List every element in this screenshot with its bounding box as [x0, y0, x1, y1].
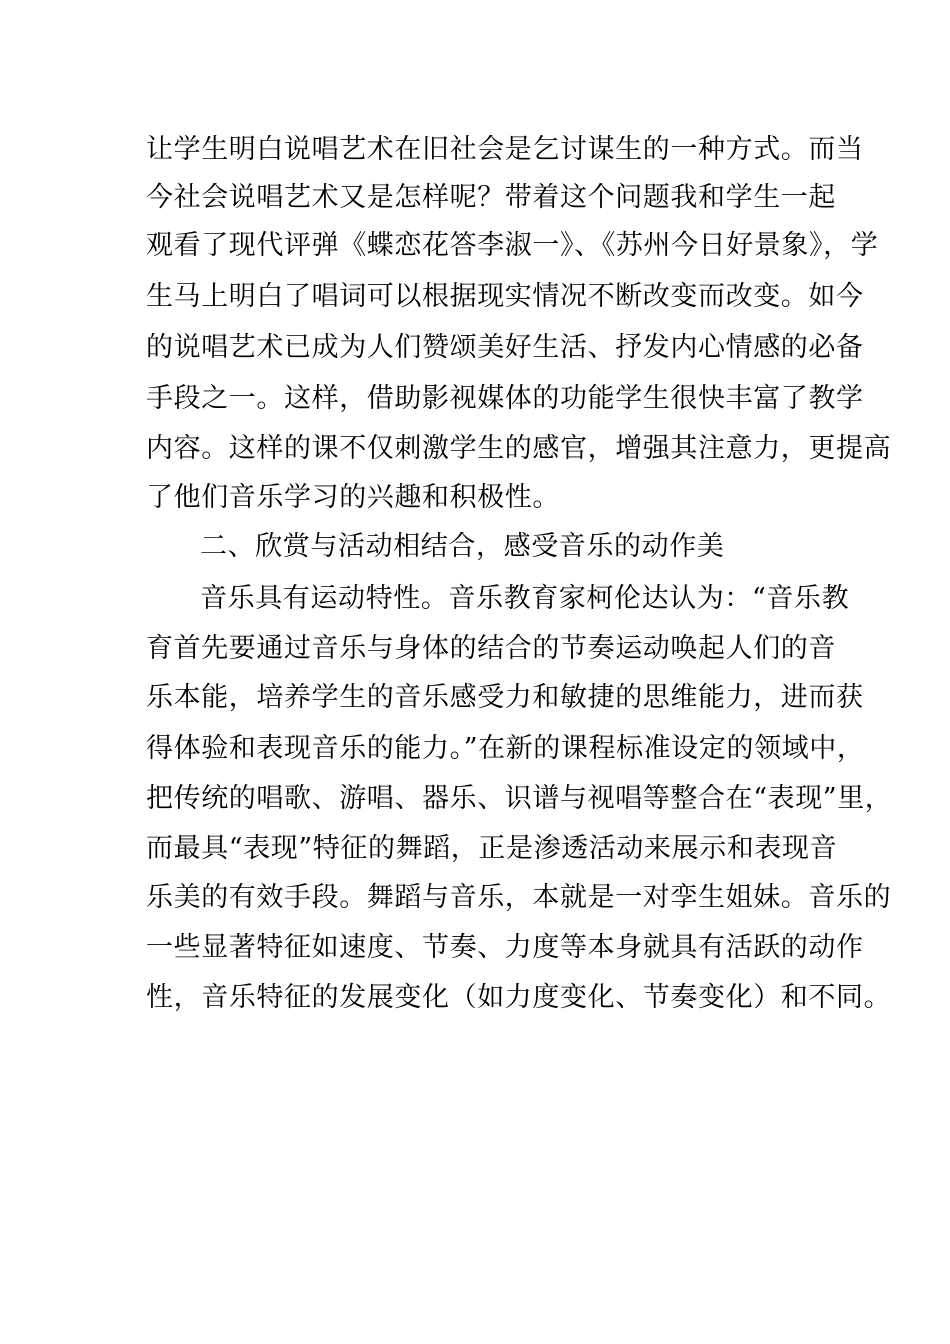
paragraph-line: 让学生明白说唱艺术在旧社会是乞讨谋生的一种方式。而当	[146, 134, 864, 165]
paragraph-line: 今社会说唱艺术又是怎样呢？带着这个问题我和学生一起	[146, 182, 836, 213]
paragraph-line: 观看了现代评弹《蝶恋花答李淑一》、《苏州今日好景象》，学	[146, 230, 879, 261]
paragraph-line: 得体验和表现音乐的能力。”在新的课程标准设定的领域中，	[146, 733, 865, 764]
paragraph-line: 手段之一。这样，借助影视媒体的功能学生很快丰富了教学	[146, 383, 864, 414]
paragraph-line: 性，音乐特征的发展变化（如力度变化、节奏变化）和不同。	[146, 982, 892, 1013]
paragraph-line: 一些显著特征如速度、节奏、力度等本身就具有活跃的动作	[146, 932, 864, 963]
paragraph-line: 把传统的唱歌、游唱、器乐、识谱与视唱等整合在“表现”里，	[146, 783, 893, 814]
paragraph-line: 育首先要通过音乐与身体的结合的节奏运动唤起人们的音	[146, 633, 836, 664]
paragraph-line: 的说唱艺术已成为人们赞颂美好生活、抒发内心情感的必备	[146, 332, 864, 363]
paragraph-line: 了他们音乐学习的兴趣和积极性。	[146, 482, 560, 513]
paragraph-line: 生马上明白了唱词可以根据现实情况不断改变而改变。如今	[146, 281, 864, 312]
section-heading: 二、欣赏与活动相结合，感受音乐的动作美	[200, 531, 725, 562]
paragraph-line: 乐本能，培养学生的音乐感受力和敏捷的思维能力，进而获	[146, 682, 864, 713]
paragraph-line: 音乐具有运动特性。音乐教育家柯伦达认为：“音乐教	[200, 583, 850, 614]
paragraph-line: 而最具“表现”特征的舞蹈，正是渗透活动来展示和表现音	[146, 833, 838, 864]
paragraph-line: 乐美的有效手段。舞蹈与音乐，本就是一对孪生姐妹。音乐的	[146, 882, 892, 913]
paragraph-line: 内容。这样的课不仅刺激学生的感官，增强其注意力，更提高	[146, 433, 892, 464]
